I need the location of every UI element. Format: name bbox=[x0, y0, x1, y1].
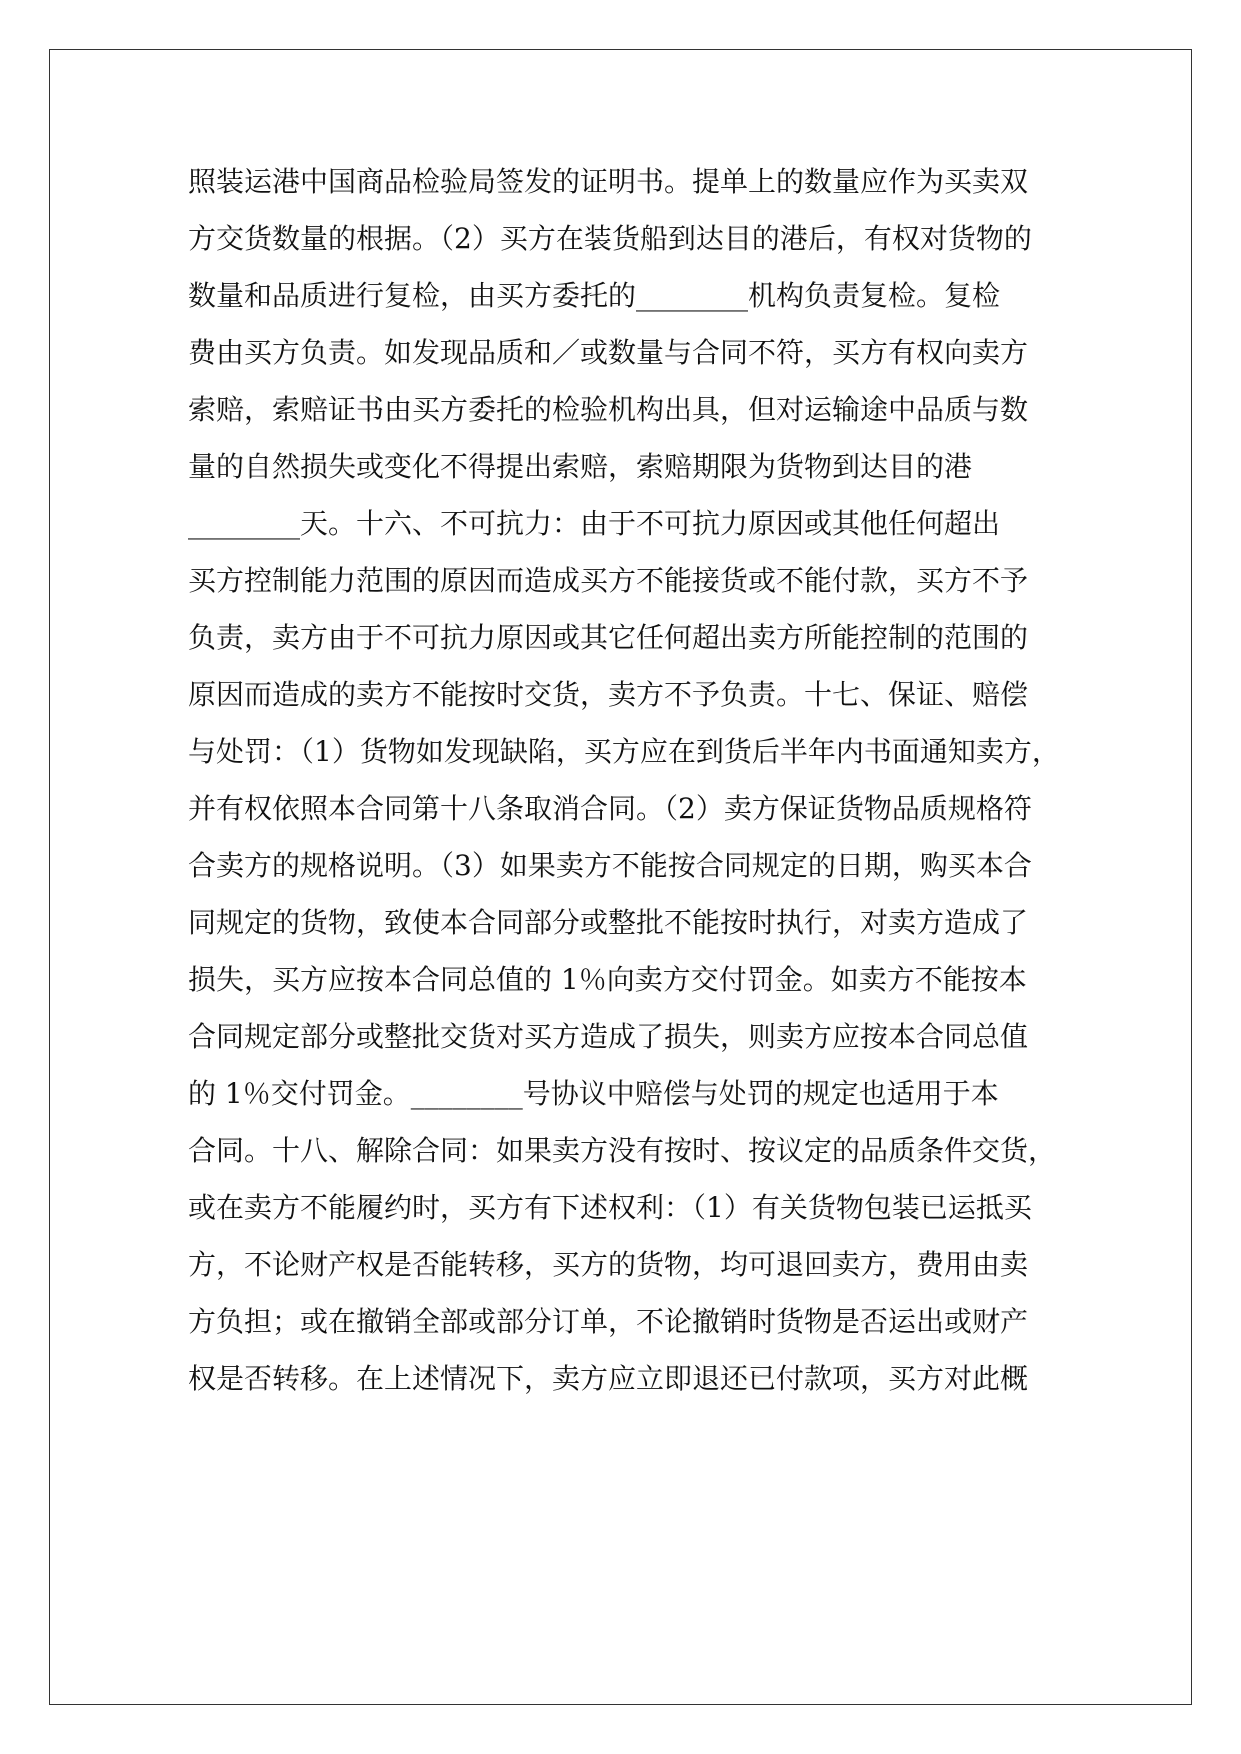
text-line-6: 量的自然损失或变化不得提出索赔，索赔期限为货物到达目的港 bbox=[188, 450, 973, 483]
text-line-12: 并有权依照本合同第十八条取消合同。（2）卖方保证货物品质规格符 bbox=[188, 792, 1032, 825]
text-line-8: 买方控制能力范围的原因而造成买方不能接货或不能付款，买方不予 bbox=[188, 564, 1029, 597]
text-line-11: 与处罚：（1）货物如发现缺陷，买方应在到货后半年内书面通知卖方， bbox=[188, 735, 1060, 768]
text-line-3: 数量和品质进行复检，由买方委托的________机构负责复检。复检 bbox=[188, 279, 1001, 312]
text-line-9: 负责，卖方由于不可抗力原因或其它任何超出卖方所能控制的范围的 bbox=[188, 621, 1029, 654]
text-line-21: 方负担；或在撤销全部或部分订单，不论撤销时货物是否运出或财产 bbox=[188, 1305, 1029, 1338]
text-line-14: 同规定的货物，致使本合同部分或整批不能按时执行，对卖方造成了 bbox=[188, 906, 1029, 939]
text-line-18: 合同。十八、解除合同：如果卖方没有按时、按议定的品质条件交货， bbox=[188, 1134, 1057, 1167]
text-line-10: 原因而造成的卖方不能按时交货，卖方不予负责。十七、保证、赔偿 bbox=[188, 678, 1029, 711]
text-line-16: 合同规定部分或整批交货对买方造成了损失，则卖方应按本合同总值 bbox=[188, 1020, 1029, 1053]
text-line-1: 照装运港中国商品检验局签发的证明书。提单上的数量应作为买卖双 bbox=[188, 165, 1029, 198]
text-line-4: 费由买方负责。如发现品质和／或数量与合同不符，买方有权向卖方 bbox=[188, 336, 1029, 369]
text-line-19: 或在卖方不能履约时，买方有下述权利：（1）有关货物包装已运抵买 bbox=[188, 1191, 1032, 1224]
text-line-2: 方交货数量的根据。（2）买方在装货船到达目的港后，有权对货物的 bbox=[188, 222, 1032, 255]
text-line-20: 方，不论财产权是否能转移，买方的货物，均可退回卖方，费用由卖 bbox=[188, 1248, 1029, 1281]
text-line-17: 的 1％交付罚金。________号协议中赔偿与处罚的规定也适用于本 bbox=[188, 1077, 999, 1110]
text-line-7: ________天。十六、不可抗力：由于不可抗力原因或其他任何超出 bbox=[188, 507, 1001, 540]
text-line-15: 损失，买方应按本合同总值的 1％向卖方交付罚金。如卖方不能按本 bbox=[188, 963, 1027, 996]
text-line-13: 合卖方的规格说明。（3）如果卖方不能按合同规定的日期，购买本合 bbox=[188, 849, 1032, 882]
text-line-5: 索赔，索赔证书由买方委托的检验机构出具，但对运输途中品质与数 bbox=[188, 393, 1029, 426]
document-body bbox=[188, 153, 1068, 1407]
text-line-22: 权是否转移。在上述情况下，卖方应立即退还已付款项，买方对此概 bbox=[188, 1362, 1029, 1395]
